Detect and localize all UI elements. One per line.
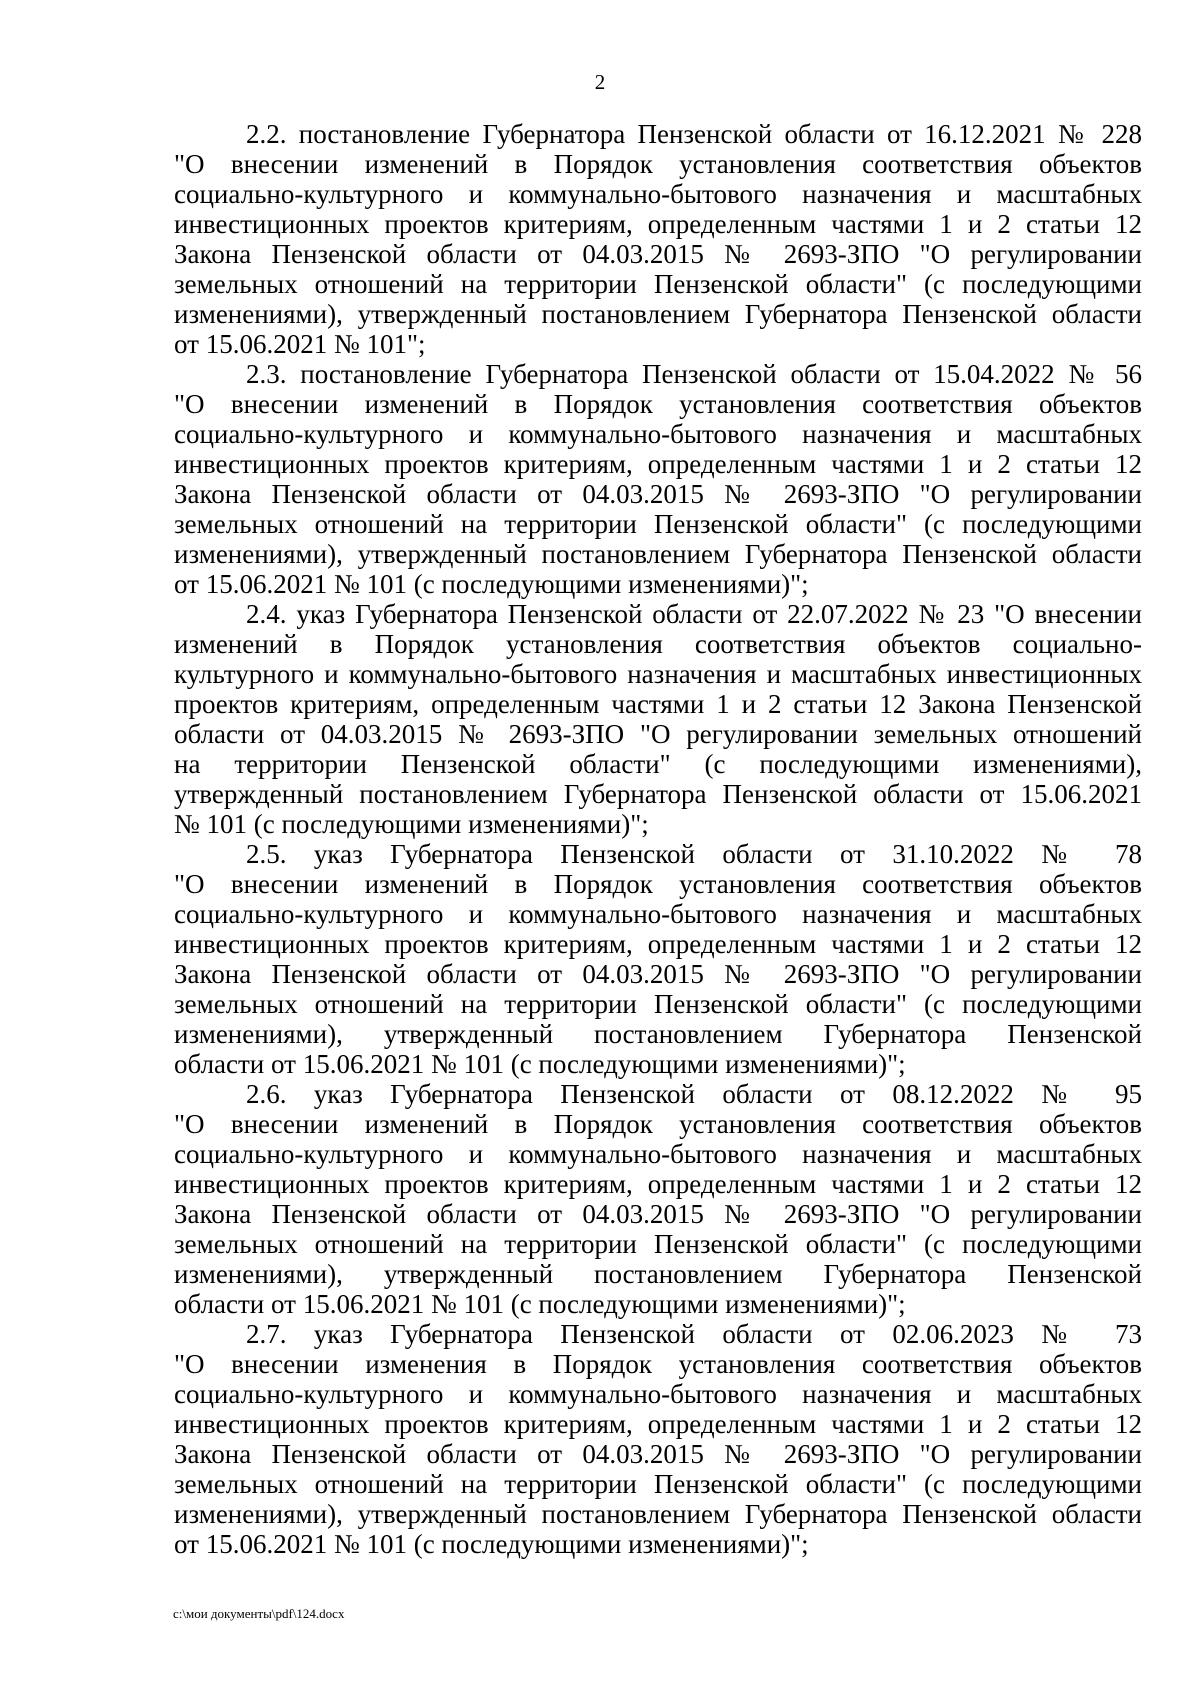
text-line: "О внесении изменений в Порядок установления соответствия объектов — [174, 149, 1142, 179]
text-line: на территории Пензенской области" (с последующими изменениями), — [174, 749, 1142, 779]
paragraph-2-7 — [174, 1319, 1142, 1559]
text-line: земельных отношений на территории Пензенской области" (с последующими — [174, 989, 1142, 1019]
text-line: социально-культурного и коммунально-бытового назначения и масштабных — [174, 1139, 1142, 1169]
text-line: от 15.06.2021 № 101 (с последующими изменениями)"; — [174, 569, 809, 599]
text-line: 2.4. указ Губернатора Пензенской области от 22.07.2022 № 23 "О внесении — [246, 599, 1142, 629]
text-line: области от 04.03.2015 № 2693-ЗПО "О регулировании земельных отношений — [174, 719, 1142, 749]
text-line: земельных отношений на территории Пензенской области" (с последующими — [174, 509, 1142, 539]
text-line: инвестиционных проектов критериям, определенным частями 1 и 2 статьи 12 — [174, 209, 1142, 239]
text-line: 2.5. указ Губернатора Пензенской области от 31.10.2022 № 78 — [246, 839, 1142, 869]
text-line: от 15.06.2021 № 101"; — [174, 329, 426, 359]
text-line: социально-культурного и коммунально-бытового назначения и масштабных — [174, 899, 1142, 929]
text-line: № 101 (с последующими изменениями)"; — [174, 809, 649, 839]
text-line: изменениями), утвержденный постановлением Губернатора Пензенской области — [174, 1499, 1142, 1529]
text-line: культурного и коммунально-бытового назначения и масштабных инвестиционных — [174, 659, 1142, 689]
paragraph-2-4 — [174, 599, 1142, 839]
document-body — [174, 119, 1142, 1559]
text-line: земельных отношений на территории Пензенской области" (с последующими — [174, 269, 1142, 299]
text-line: земельных отношений на территории Пензенской области" (с последующими — [174, 1229, 1142, 1259]
text-line: "О внесении изменений в Порядок установления соответствия объектов — [174, 389, 1142, 419]
text-line: изменениями), утвержденный постановлением Губернатора Пензенской — [174, 1019, 1142, 1049]
text-line: инвестиционных проектов критериям, определенным частями 1 и 2 статьи 12 — [174, 1409, 1142, 1439]
footer-file-path: c:\мои документы\pdf\124.docx — [173, 1606, 345, 1621]
text-line: утвержденный постановлением Губернатора Пензенской области от 15.06.2021 — [174, 779, 1142, 809]
text-line: Закона Пензенской области от 04.03.2015 № 2693-ЗПО "О регулировании — [174, 1439, 1142, 1469]
paragraph-2-2 — [174, 119, 1142, 359]
text-line: Закона Пензенской области от 04.03.2015 № 2693-ЗПО "О регулировании — [174, 1199, 1142, 1229]
text-line: "О внесении изменений в Порядок установления соответствия объектов — [174, 1109, 1142, 1139]
text-line: Закона Пензенской области от 04.03.2015 № 2693-ЗПО "О регулировании — [174, 959, 1142, 989]
text-line: Закона Пензенской области от 04.03.2015 № 2693-ЗПО "О регулировании — [174, 479, 1142, 509]
text-line: социально-культурного и коммунально-бытового назначения и масштабных — [174, 419, 1142, 449]
text-line: изменениями), утвержденный постановлением Губернатора Пензенской области — [174, 299, 1142, 329]
text-line: инвестиционных проектов критериям, определенным частями 1 и 2 статьи 12 — [174, 1169, 1142, 1199]
text-line: "О внесении изменения в Порядок установления соответствия объектов — [174, 1349, 1142, 1379]
text-line: изменениями), утвержденный постановлением Губернатора Пензенской — [174, 1259, 1142, 1289]
paragraph-2-3 — [174, 359, 1142, 599]
text-line: области от 15.06.2021 № 101 (с последующими изменениями)"; — [174, 1289, 906, 1319]
text-line: социально-культурного и коммунально-бытового назначения и масштабных — [174, 179, 1142, 209]
paragraph-2-5 — [174, 839, 1142, 1079]
text-line: от 15.06.2021 № 101 (с последующими изменениями)"; — [174, 1529, 809, 1559]
text-line: Закона Пензенской области от 04.03.2015 № 2693-ЗПО "О регулировании — [174, 239, 1142, 269]
text-line: инвестиционных проектов критериям, определенным частями 1 и 2 статьи 12 — [174, 929, 1142, 959]
text-line: изменений в Порядок установления соответствия объектов социально- — [174, 629, 1142, 659]
text-line: "О внесении изменений в Порядок установления соответствия объектов — [174, 869, 1142, 899]
page-number: 2 — [594, 70, 606, 94]
text-line: проектов критериям, определенным частями 1 и 2 статьи 12 Закона Пензенской — [174, 689, 1142, 719]
text-line: социально-культурного и коммунально-бытового назначения и масштабных — [174, 1379, 1142, 1409]
text-line: земельных отношений на территории Пензенской области" (с последующими — [174, 1469, 1142, 1499]
text-line: 2.3. постановление Губернатора Пензенской области от 15.04.2022 № 56 — [246, 359, 1142, 389]
text-line: изменениями), утвержденный постановлением Губернатора Пензенской области — [174, 539, 1142, 569]
text-line: 2.6. указ Губернатора Пензенской области от 08.12.2022 № 95 — [246, 1079, 1142, 1109]
paragraph-2-6 — [174, 1079, 1142, 1319]
text-line: области от 15.06.2021 № 101 (с последующими изменениями)"; — [174, 1049, 906, 1079]
text-line: 2.2. постановление Губернатора Пензенской области от 16.12.2021 № 228 — [246, 119, 1142, 149]
text-line: 2.7. указ Губернатора Пензенской области от 02.06.2023 № 73 — [246, 1319, 1142, 1349]
text-line: инвестиционных проектов критериям, определенным частями 1 и 2 статьи 12 — [174, 449, 1142, 479]
